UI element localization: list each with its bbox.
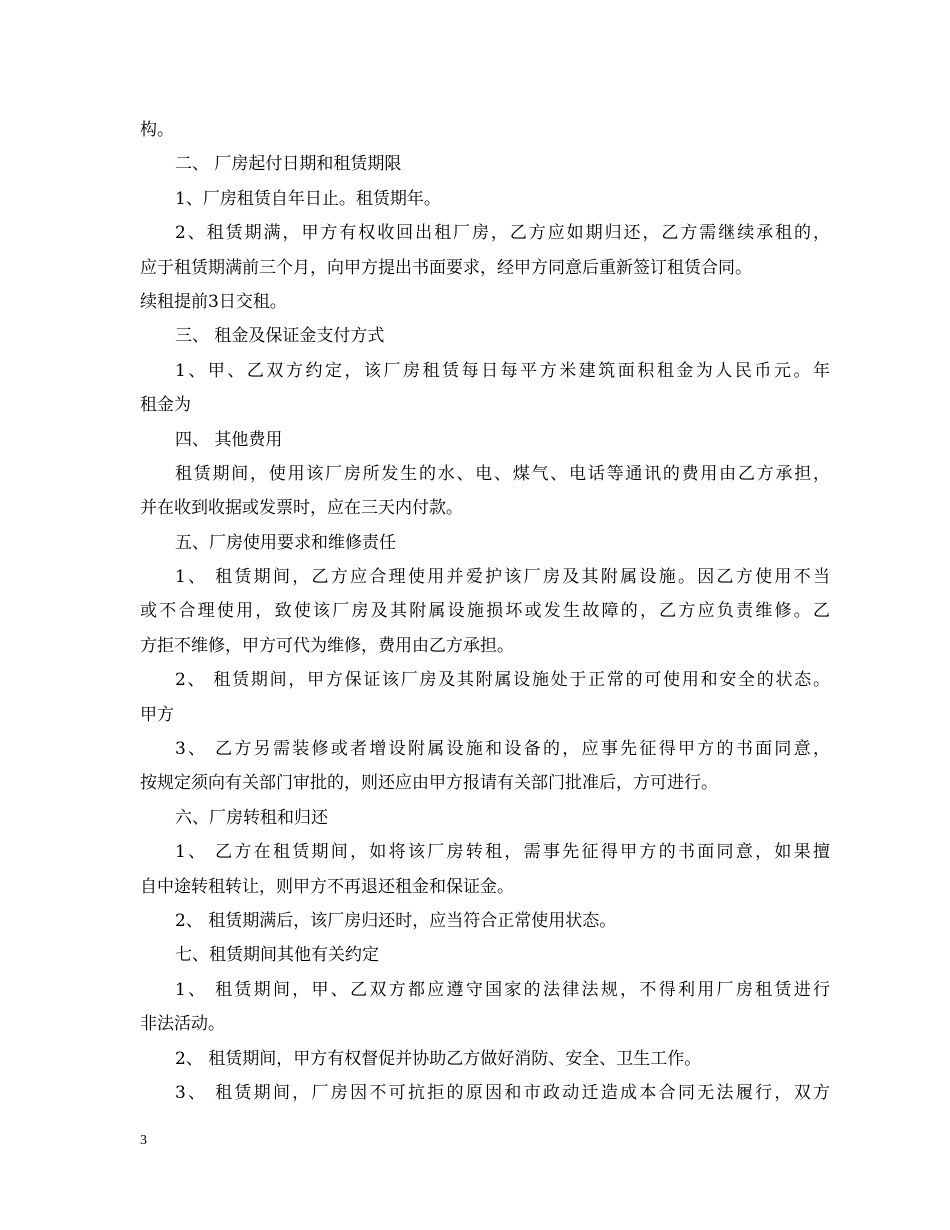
text-line: 甲方 bbox=[140, 704, 174, 725]
text-line: 2、租赁期满，甲方有权收回出租厂房，乙方应如期归还，乙方需继续承租的， bbox=[175, 223, 830, 244]
text-line: 1、甲、乙双方约定，该厂房租赁每日每平方米建筑面积租金为人民币元。年 bbox=[175, 360, 830, 381]
text-line: 并在收到收据或发票时，应在三天内付款。 bbox=[140, 498, 463, 519]
text-line: 按规定须向有关部门审批的，则还应由甲方报请有关部门批准后，方可进行。 bbox=[140, 773, 718, 794]
text-line: 租赁期间，使用该厂房所发生的水、电、煤气、电话等通讯的费用由乙方承担， bbox=[175, 463, 830, 484]
section-heading: 三、 租金及保证金支付方式 bbox=[175, 326, 385, 347]
text-line: 2、 租赁期间，甲方有权督促并协助乙方做好消防、安全、卫生工作。 bbox=[175, 1048, 702, 1069]
text-line: 3、 租赁期间，厂房因不可抗拒的原因和市政动迁造成本合同无法履行，双方 bbox=[175, 1082, 830, 1103]
text-line: 3、 乙方另需装修或者增设附属设施和设备的，应事先征得甲方的书面同意， bbox=[175, 739, 830, 760]
text-line: 1、 租赁期间，乙方应合理使用并爱护该厂房及其附属设施。因乙方使用不当 bbox=[175, 567, 830, 588]
text-line: 1、 乙方在租赁期间，如将该厂房转租，需事先征得甲方的书面同意，如果擅 bbox=[175, 842, 830, 863]
text-line: 自中途转租转让，则甲方不再退还租金和保证金。 bbox=[140, 876, 514, 897]
section-heading: 五、厂房使用要求和维修责任 bbox=[175, 532, 396, 553]
section-heading: 二、 厂房起付日期和租赁期限 bbox=[175, 154, 402, 175]
section-heading: 六、厂房转租和归还 bbox=[175, 807, 328, 828]
text-line: 租金为 bbox=[140, 395, 191, 416]
text-line: 1、 租赁期间，甲、乙双方都应遵守国家的法律法规，不得利用厂房租赁进行 bbox=[175, 979, 830, 1000]
text-line: 1、厂房租赁自年日止。租赁期年。 bbox=[175, 188, 441, 209]
text-line: 2、 租赁期满后，该厂房归还时，应当符合正常使用状态。 bbox=[175, 910, 617, 931]
text-line: 方拒不维修，甲方可代为维修，费用由乙方承担。 bbox=[140, 635, 514, 656]
page-number: 3 bbox=[140, 1133, 147, 1148]
text-line: 应于租赁期满前三个月，向甲方提出书面要求，经甲方同意后重新签订租赁合同。 bbox=[140, 257, 752, 278]
text-line: 2、 租赁期间，甲方保证该厂房及其附属设施处于正常的可使用和安全的状态。 bbox=[175, 670, 830, 691]
text-line: 构。 bbox=[140, 120, 174, 140]
text-line: 续租提前3日交租。 bbox=[140, 291, 287, 312]
text-line: 或不合理使用，致使该厂房及其附属设施损坏或发生故障的，乙方应负责维修。乙 bbox=[140, 601, 830, 622]
section-heading: 七、租赁期间其他有关约定 bbox=[175, 945, 379, 966]
text-line: 非法活动。 bbox=[140, 1014, 225, 1035]
section-heading: 四、 其他费用 bbox=[175, 429, 283, 450]
document-body bbox=[140, 113, 830, 1110]
